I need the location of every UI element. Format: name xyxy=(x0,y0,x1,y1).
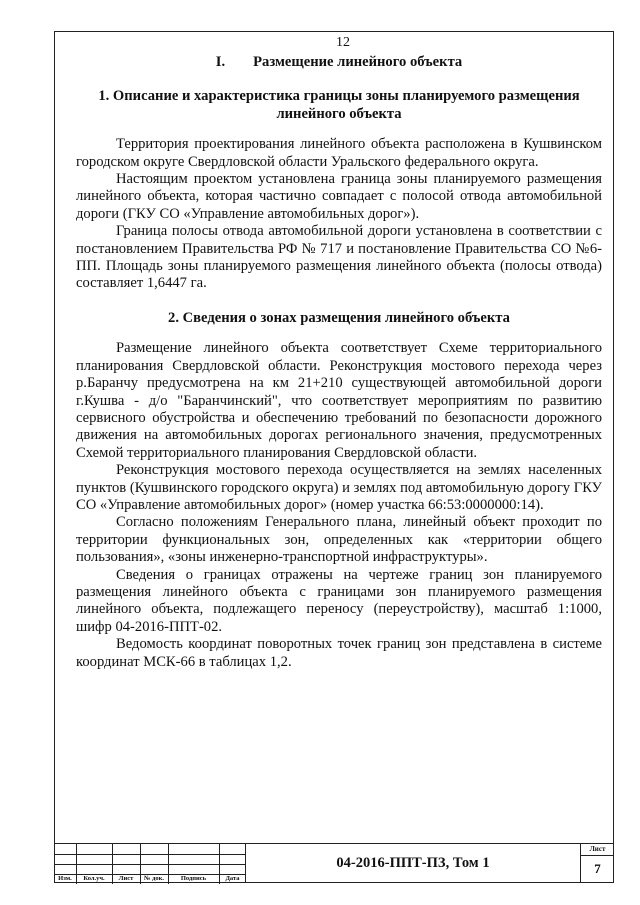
page-number: 12 xyxy=(336,35,350,50)
sheet-label: Лист xyxy=(581,844,614,856)
section-number: I. xyxy=(215,54,226,70)
paragraph: Реконструкция мостового перехода осуществляется на землях населенных пунктов (Кушвинского городского округа) и землях под автомобильную дорогу ГКУ СО «Управление автомобильных дорог» (номер участка 66:53:0000000:14). xyxy=(76,462,602,513)
subsection2-body xyxy=(76,340,602,671)
paragraph: Размещение линейного объекта соответствует Схеме территориального планирования Свердловской области. Реконструкция мостового перехода через р.Баранчу предусмотрена на км 21+210 существующей автомобильной дороги г.Кушва - д/о "Баранчинский", что соответствует мероприятиям по развитию сервисного обустройства и обеспечению требований по безопасности дорожного движения на автомобильных дорогах регионального значения, предусмотренных Схемой территориального планирования Свердловской области. xyxy=(76,340,602,461)
title-block xyxy=(54,843,614,883)
sheet-number: 7 xyxy=(594,861,601,876)
paragraph: Территория проектирования линейного объекта расположена в Кушвинском городском округе Свердловской области Уральского федерального округа. xyxy=(76,136,602,170)
revision-grid xyxy=(54,843,246,883)
label-doc-no: № док. xyxy=(143,875,165,882)
label-izm: Изм. xyxy=(58,875,72,882)
label-list: Лист xyxy=(118,875,134,882)
document-code: 04-2016-ППТ-ПЗ, Том 1 xyxy=(246,843,580,883)
paragraph: Ведомость координат поворотных точек границ зон представлена в системе координат МСК-66 в таблицах 1,2. xyxy=(76,636,602,670)
subsection2-title: 2. Сведения о зонах размещения линейного объекта xyxy=(168,309,510,326)
label-kol-uch: Кол.уч. xyxy=(83,875,105,882)
section-heading xyxy=(76,54,602,71)
subsection1-body xyxy=(76,136,602,293)
sheet-cell xyxy=(580,843,614,883)
subsection1-title: 1. Описание и характеристика границы зоны планируемого размещения линейного объекта xyxy=(98,88,580,122)
section-title: Размещение линейного объекта xyxy=(253,54,463,70)
document-body xyxy=(76,54,602,671)
label-date: Дата xyxy=(225,875,240,882)
label-signature: Подпись xyxy=(180,875,207,882)
paragraph: Сведения о границах отражены на чертеже границ зон планируемого размещения линейного объекта с границами зон планируемого размещения линейного объекта, подлежащего переносу (переустройству), масштаб 1:1000, шифр 04-2016-ППТ-02. xyxy=(76,566,602,635)
paragraph: Согласно положениям Генерального плана, линейный объект проходит по территории функциональных зон, определенных как «территории общего пользования», «зоны инженерно-транспортной инфраструктуры». xyxy=(76,514,602,566)
paragraph: Граница полосы отвода автомобильной дороги установлена в соответствии с постановлением Правительства РФ № 717 и постановление Правительства СО №6-ПП. Площадь зоны планируемого размещения линейного объекта (полосы отвода) составляет 1,6447 га. xyxy=(76,223,602,292)
revision-labels xyxy=(54,874,246,884)
paragraph: Настоящим проектом установлена граница зоны планируемого размещения линейного объекта, которая частично совпадает с полосой отвода автомобильной дороги (ГКУ СО «Управление автомобильных дорог»). xyxy=(76,171,602,222)
